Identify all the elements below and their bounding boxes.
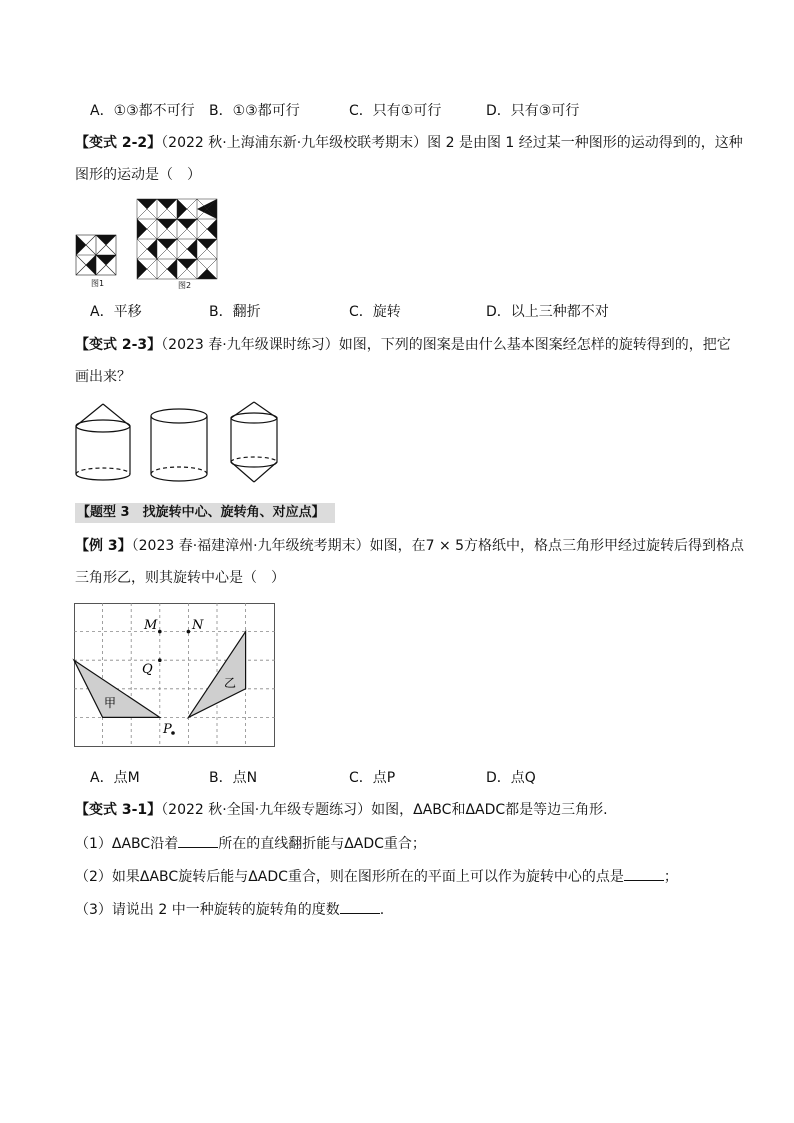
v23-text1: （2023 春·九年级课时练习）如图，下列的图案是由什么基本图案经怎样的旋转得到的，把它 bbox=[161, 337, 731, 353]
v31-part1-a: （1）ΔABC沿着 bbox=[75, 836, 179, 852]
ex3-option-c: C．点P bbox=[349, 770, 396, 786]
ex3-option-d: D．点Q bbox=[486, 770, 536, 786]
label-q: Q bbox=[142, 662, 153, 677]
label-yi: 乙 bbox=[224, 676, 237, 690]
label-m: M bbox=[144, 618, 158, 633]
v22-option-d: D．以上三种都不对 bbox=[486, 304, 609, 320]
v31-blank1[interactable] bbox=[178, 833, 218, 848]
cone-on-cylinder-figure bbox=[72, 402, 134, 484]
v31-part3 bbox=[75, 899, 384, 920]
v31-part2 bbox=[75, 866, 678, 887]
point-n bbox=[187, 630, 191, 634]
cylinder-figure bbox=[148, 406, 210, 484]
point-m bbox=[158, 630, 162, 634]
v23-line2: 画出来？ bbox=[75, 369, 131, 385]
v22-option-c: C．旋转 bbox=[349, 304, 401, 320]
v31-line1 bbox=[75, 800, 608, 820]
v31-part3-a: （3）请说出 2 中一种旋转的旋转角的度数 bbox=[75, 902, 340, 918]
v31-part2-a: （2）如果ΔABC旋转后能与ΔADC重合，则在图形所在的平面上可以作为旋转中心的点是 bbox=[75, 869, 624, 885]
v31-part3-b: . bbox=[379, 902, 385, 918]
fig1-tile-pattern bbox=[76, 235, 116, 275]
q22-option-d: D．只有③可行 bbox=[486, 103, 580, 119]
v31-part2-b: ； bbox=[663, 869, 678, 885]
ex3-option-a: A．点M bbox=[90, 770, 140, 786]
v31-text1: （2022 秋·全国·九年级专题练习）如图，ΔABC和ΔADC都是等边三角形. bbox=[161, 802, 608, 818]
v31-part1 bbox=[75, 833, 426, 854]
v22-option-a: A．平移 bbox=[90, 304, 142, 320]
q22-option-c: C．只有①可行 bbox=[349, 103, 442, 119]
v22-line1 bbox=[75, 133, 743, 153]
double-cone-cylinder-figure bbox=[228, 400, 280, 486]
q22-option-a: A．①③都不可行 bbox=[90, 103, 195, 119]
label-n: N bbox=[192, 618, 204, 633]
v22-line2: 图形的运动是（ ） bbox=[75, 167, 201, 183]
v31-blank2[interactable] bbox=[624, 866, 664, 881]
triangle-yi bbox=[188, 632, 245, 718]
fig1-label: 图1 bbox=[91, 279, 105, 288]
v22-option-b: B．翻折 bbox=[209, 304, 261, 320]
point-q bbox=[158, 658, 162, 662]
q22-option-b: B．①③都可行 bbox=[209, 103, 300, 119]
v31-blank3[interactable] bbox=[340, 899, 380, 914]
ex3-tag: 【例 3】 bbox=[75, 538, 132, 554]
ex3-line1 bbox=[75, 536, 744, 556]
v22-tag: 【变式 2-2】 bbox=[75, 135, 162, 151]
v31-tag: 【变式 3-1】 bbox=[75, 802, 162, 818]
fig2-label: 图2 bbox=[178, 281, 192, 290]
ex3-text1: （2023 春·福建漳州·九年级统考期末）如图，在7 × 5方格纸中，格点三角形甲经过旋转后得到格点 bbox=[131, 538, 745, 554]
v31-part1-b: 所在的直线翻折能与ΔADC重合； bbox=[218, 836, 426, 852]
v23-tag: 【变式 2-3】 bbox=[75, 337, 162, 353]
grid-figure bbox=[74, 603, 276, 747]
v23-line1 bbox=[75, 335, 731, 355]
ex3-line2: 三角形乙，则其旋转中心是（ ） bbox=[75, 570, 285, 586]
label-jia: 甲 bbox=[104, 696, 117, 710]
label-p: P bbox=[163, 722, 172, 737]
v22-text1: （2022 秋·上海浦东新·九年级校联考期末）图 2 是由图 1 经过某一种图形的运动得到的，这种 bbox=[161, 135, 743, 151]
section-title-bar: 【题型 3 找旋转中心、旋转角、对应点】 bbox=[75, 503, 335, 523]
fig2-tile-pattern bbox=[137, 199, 217, 279]
ex3-option-b: B．点N bbox=[209, 770, 258, 786]
